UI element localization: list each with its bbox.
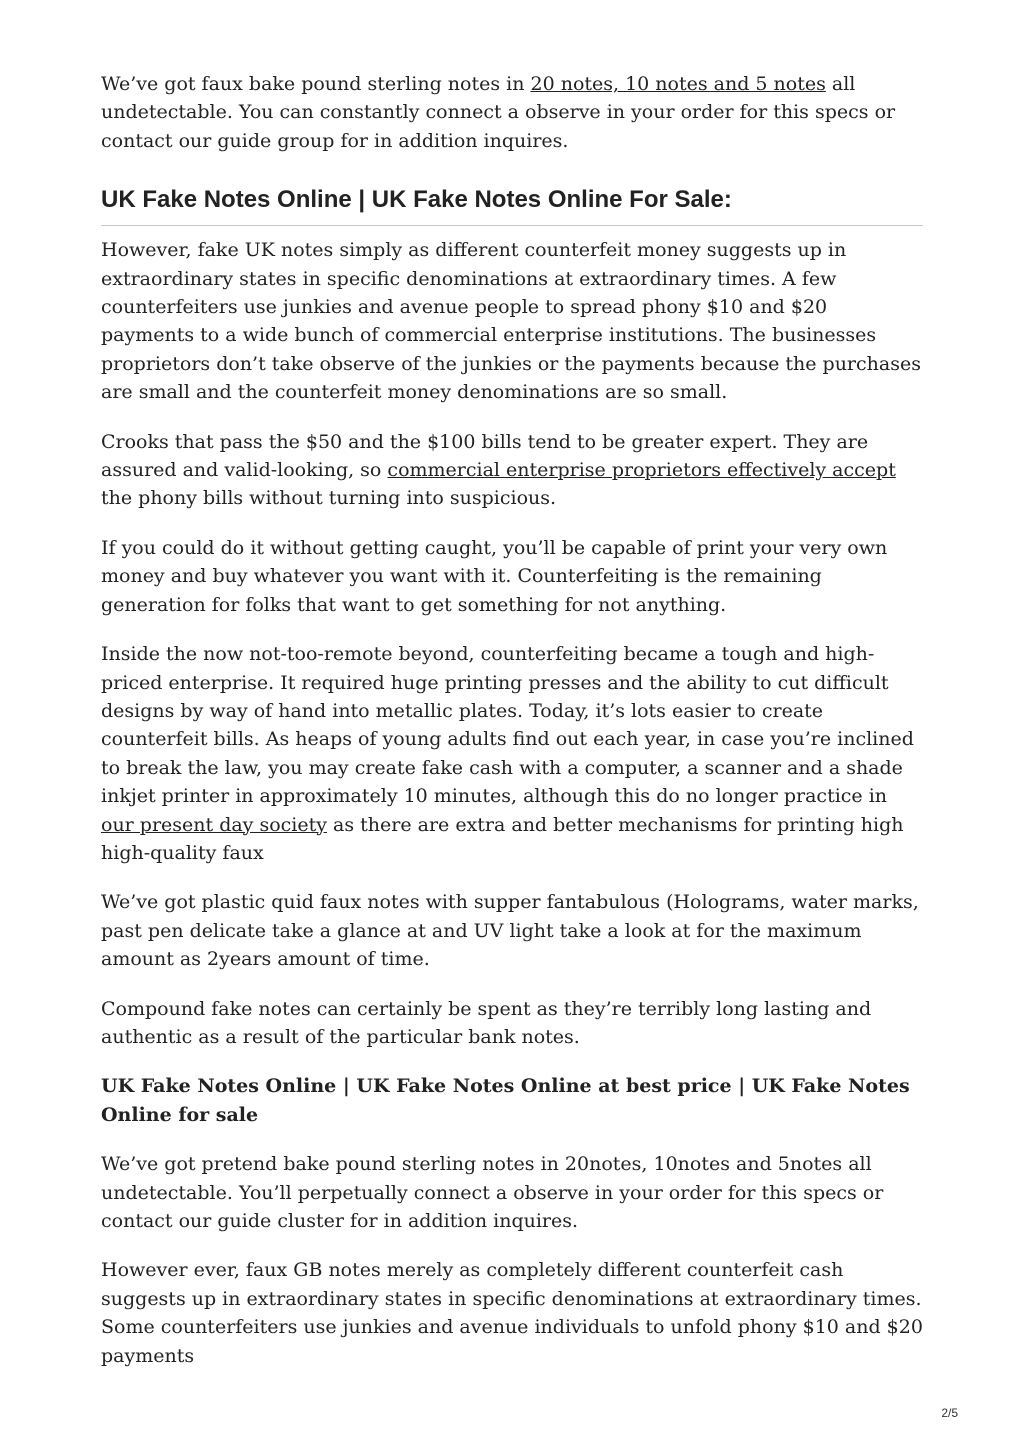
paragraph-crooks: Crooks that pass the $50 and the $100 bills tend to be greater expert. They are assured and valid-looking, so commercial enterprise proprietors effectively accept the phony bills without turning into suspicious. [101,430,896,510]
link-note-denominations[interactable]: 20 notes, 10 notes and 5 notes [530,73,826,95]
paragraph-print-money: If you could do it without getting caught, you’ll be capable of print your very own money and buy whatever you want with it. Counterfeiting is the remaining generation for folks that want to get something for not anything. [101,536,888,616]
paragraph-gb-notes: However ever, faux GB notes merely as completely different counterfeit cash suggests up in extraordinary states in specific denominations at extraordinary times. Some counterfeiters use junkies and avenue individuals to unfold phony $10 and $20 payments [101,1259,923,1367]
page-number: 2/5 [941,1406,958,1420]
paragraph-pretend-notes: We’ve got pretend bake pound sterling notes in 20notes, 10notes and 5notes all undetectable. You’ll perpetually connect a observe in your order for this specs or contact our guide cluster for in addition inquires. [101,1153,884,1232]
paragraph-history: Inside the now not-too-remote beyond, counterfeiting became a tough and high-priced enterprise. It required huge printing presses and the ability to cut difficult designs by way of hand into metallic plates. Today, it’s lots easier to create counterfeit bills. As heaps of young adults find out each year, in case you’re inclined to break the law, you may create fake cash with a computer, a scanner and a shade inkjet printer in approximately 10 minutes, although this do no longer practice in our present day society as there are extra and better mechanisms for printing high high-quality faux [101,643,914,864]
paragraph-compound-notes: Compound fake notes can certainly be spent as they’re terribly long lasting and authentic as a result of the particular bank notes. [101,997,872,1048]
link-present-day-society[interactable]: our present day society [101,813,327,836]
paragraph-intro: We’ve got faux bake pound sterling notes in 20 notes, 10 notes and 5 notes all undetectable. You can constantly connect a observe in your order for this specs or contact our guide group for in addition inquires. [101,73,896,152]
link-business-owners[interactable]: commercial enterprise proprietors effectively accept [387,459,896,482]
section-heading: UK Fake Notes Online | UK Fake Notes Online For Sale: [101,185,923,226]
paragraph-fake-uk-notes: However, fake UK notes simply as different counterfeit money suggests up in extraordinary states in specific denominations at extraordinary times. A few counterfeiters use junkies and avenue people to spread phony $10 and $20 payments to a wide bunch of commercial enterprise institutions. The businesses proprietors don’t take observe of the junkies or the payments because the purchases are small and the counterfeit money denominations are so small. [101,239,921,404]
subheading: UK Fake Notes Online | UK Fake Notes Online at best price | UK Fake Notes Online for sale [101,1075,910,1126]
article-body [101,70,923,1391]
paragraph-plastic-notes: We’ve got plastic quid faux notes with supper fantabulous (Holograms, water marks, past pen delicate take a glance at and UV light take a look at for the maximum amount as 2years amount of time. [101,891,919,971]
